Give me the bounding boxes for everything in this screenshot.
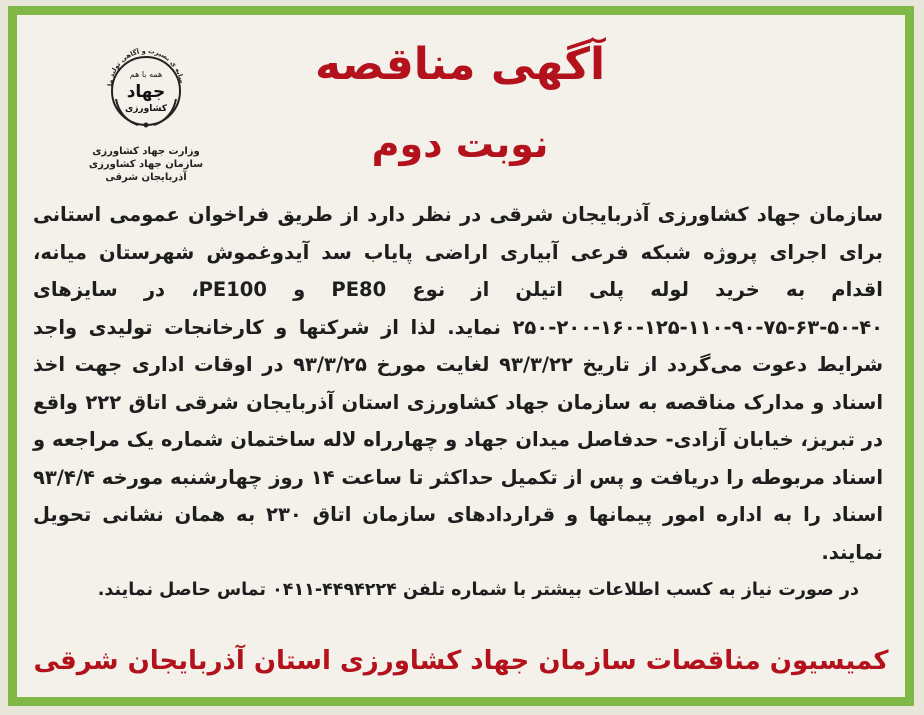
logo-top-text: همه با هم bbox=[129, 70, 163, 79]
notice-body: سازمان جهاد کشاورزی آذربایجان شرقی در نظر دارد از طریق فراخوان عمومی استانی برای اجرای پروژه شبکه فرعی آبیاری اراضی پایاب سد آیدوغموش شهرستان میانه، اقدام به خرید لوله پلی اتیلن از نوع PE80 و PE100، در سایزهای ۴۰-۵۰-۶۳-۷۵-۹۰-۱۱۰-۱۲۵-۱۶۰-۲۰۰-۲۵۰ نماید. لذا از شرکتها و کارخانجات تولیدی واجد شرایط دعوت می‌گردد از تاریخ ۹۳/۳/۲۲ لغایت مورخ ۹۳/۳/۲۵ در اوقات اداری جهت اخذ اسناد و مدارک مناقصه به سازمان جهاد کشاورزی استان آذربایجان شرقی اتاق ۲۲۲ واقع در تبریز، خیابان آزادی- حدفاصل میدان جهاد و چهارراه لاله ساختمان شماره یک مراجعه و اسناد مربوطه را دریافت و پس از تکمیل حداکثر تا ساعت ۱۴ روز چهارشنبه مورخه ۹۳/۴/۴ اسناد را به اداره امور پیمانها و قراردادهای سازمان اتاق ۲۳۰ به همان نشانی تحویل نمایند. bbox=[33, 203, 884, 564]
contact-line: در صورت نیاز به کسب اطلاعات بیشتر با شماره تلفن ۴۴۹۴۲۲۴-۰۴۱۱ تماس حاصل نمایند. bbox=[97, 580, 859, 600]
notice-frame bbox=[8, 6, 914, 706]
logo-bottom-text: کشاورزی bbox=[125, 104, 167, 114]
logo-arc-text: سایه ی بصیرت و آگاهی تولید مل bbox=[105, 46, 186, 87]
issuing-committee: کمیسیون مناقصات سازمان جهاد کشاورزی استان آذربایجان شرقی bbox=[33, 646, 889, 676]
ministry-line-1: وزارت جهاد کشاورزی bbox=[92, 146, 200, 157]
notice-header bbox=[33, 19, 887, 194]
logo-main-text: جهاد bbox=[126, 82, 166, 102]
notice-content bbox=[17, 15, 905, 697]
ministry-line-2: سازمان جهاد کشاورزی آذربایجان شرقی bbox=[88, 159, 204, 183]
notice-title: آگهی مناقصه bbox=[314, 39, 606, 90]
notice-subtitle: نوبت دوم bbox=[371, 122, 549, 166]
